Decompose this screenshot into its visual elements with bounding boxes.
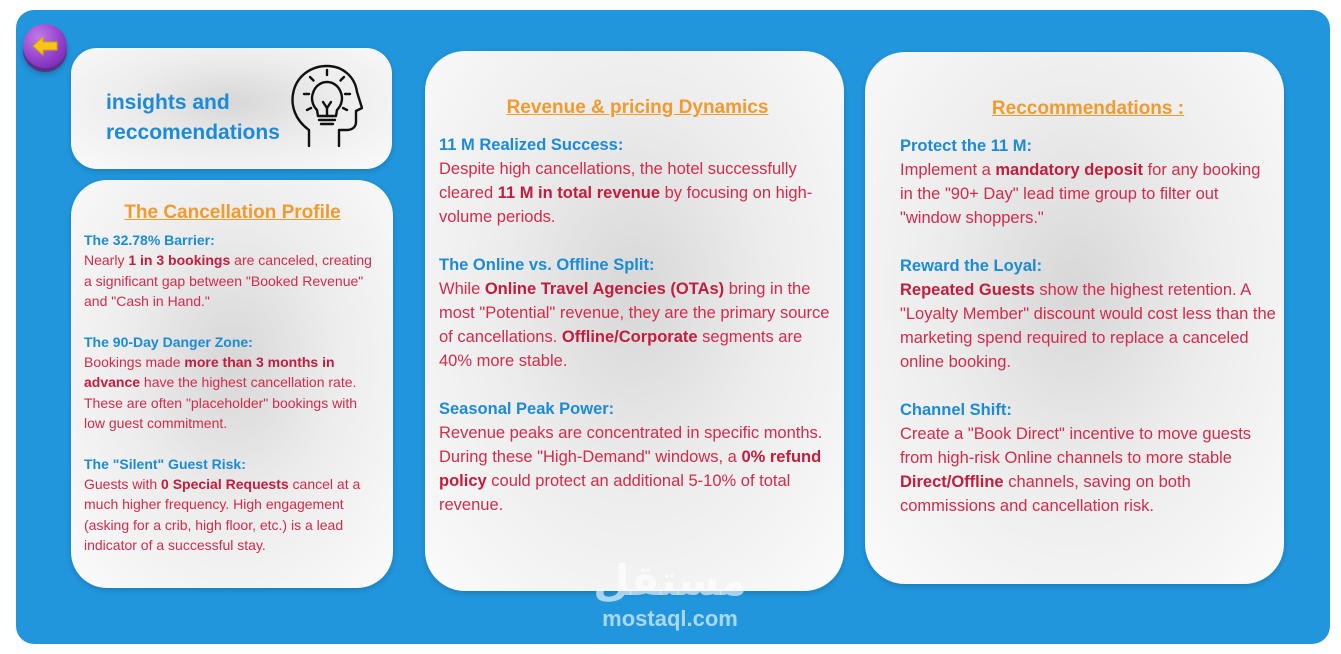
body-text: segments are 40% more stable. — [439, 328, 803, 370]
section-body — [900, 158, 1276, 230]
watermark-url: mostaql.com — [602, 606, 738, 631]
section-title: Reward the Loyal: — [900, 257, 1043, 275]
section-body — [900, 278, 1276, 374]
body-text: by focusing on high-volume periods. — [439, 184, 813, 226]
body-text: Nearly — [84, 252, 129, 268]
body-text: Implement a — [900, 161, 996, 179]
revenue-heading: Revenue & pricing Dynamics — [506, 97, 769, 118]
body-text: channels, saving on both commissions and cancellation risk. — [900, 473, 1191, 515]
highlight-text: more than 3 months in advance — [84, 353, 335, 390]
body-text: Guests with — [84, 475, 162, 492]
cancellation-profile-card — [71, 180, 393, 588]
cancellation-heading: The Cancellation Profile — [124, 202, 341, 223]
body-text: cancel at a much higher frequency. High engagement (asking for a crib, high floor, etc.) is a lead indicator of a successful stay. — [84, 475, 361, 553]
revenue-dynamics-card — [425, 51, 844, 591]
section-body — [84, 474, 381, 556]
recommendations-section — [900, 398, 1276, 518]
cancellation-section — [84, 230, 381, 312]
watermark-logo: مستقل — [593, 556, 747, 605]
section-body — [900, 422, 1276, 518]
body-text: While — [439, 280, 485, 298]
section-title: Channel Shift: — [900, 401, 1012, 419]
body-text: for any booking in the "90+ Day" lead time group to filter out "window shoppers." — [900, 161, 1261, 227]
recommendations-heading: Reccommendations : — [991, 98, 1185, 119]
body-text: could protect an additional 5-10% of total revenue. — [439, 472, 791, 514]
watermark — [560, 556, 780, 632]
head-lightbulb-icon — [287, 60, 363, 150]
section-title: 11 M Realized Success: — [439, 136, 624, 154]
highlight-text: 11 M in total revenue — [497, 184, 661, 202]
cancellation-section — [84, 332, 381, 434]
section-title: The "Silent" Guest Risk: — [84, 455, 246, 472]
body-text: Despite high cancellations, the hotel successfully cleared — [439, 160, 797, 202]
arrow-left-icon — [31, 34, 59, 58]
recommendations-card — [865, 52, 1284, 584]
body-text: have the highest cancellation rate. These are often "placeholder" bookings with low guest commitment. — [84, 374, 357, 431]
body-text: Create a "Book Direct" incentive to move guests from high-risk Online channels to more stable — [900, 425, 1252, 467]
body-text: are canceled, creating a significant gap between "Booked Revenue" and "Cash in Hand." — [84, 252, 372, 309]
section-title: Protect the 11 M: — [900, 137, 1033, 155]
section-body — [84, 250, 381, 312]
highlight-text: Repeated Guests — [900, 281, 1035, 299]
section-body — [439, 157, 836, 229]
cancellation-section — [84, 454, 381, 556]
body-text: Revenue peaks are concentrated in specific months. During these "High-Demand" windows, a — [439, 424, 823, 466]
body-text: bring in the most "Potential" revenue, they are the primary source of cancellations. — [439, 280, 830, 346]
highlight-text: 0% refund policy — [439, 448, 822, 490]
section-body — [439, 277, 836, 373]
back-button[interactable] — [23, 24, 67, 68]
body-text: Bookings made — [84, 353, 185, 370]
section-body — [84, 352, 381, 434]
highlight-text: 1 in 3 bookings — [128, 252, 231, 268]
highlight-text: Offline/Corporate — [561, 328, 698, 346]
cancellation-sections — [84, 230, 381, 556]
highlight-text: Direct/Offline — [900, 473, 1004, 491]
revenue-sections — [439, 133, 836, 517]
page-title: insights and reccomendations — [106, 91, 280, 144]
title-card — [71, 48, 392, 169]
section-title: The 32.78% Barrier: — [84, 232, 215, 248]
recommendations-section — [900, 134, 1276, 230]
highlight-text: 0 Special Requests — [161, 475, 289, 492]
revenue-section — [439, 397, 836, 517]
recommendations-sections — [900, 134, 1276, 518]
section-title: The 90-Day Danger Zone: — [84, 333, 253, 350]
revenue-section — [439, 133, 836, 229]
recommendations-section — [900, 254, 1276, 374]
highlight-text: Online Travel Agencies (OTAs) — [484, 280, 725, 298]
body-text: show the highest retention. A "Loyalty Member" discount would cost less than the marketing spend required to replace a canceled online booking. — [900, 281, 1276, 371]
section-title: Seasonal Peak Power: — [439, 400, 615, 418]
section-title: The Online vs. Offline Split: — [439, 256, 655, 274]
revenue-section — [439, 253, 836, 373]
section-body — [439, 421, 836, 517]
highlight-text: mandatory deposit — [995, 161, 1143, 179]
